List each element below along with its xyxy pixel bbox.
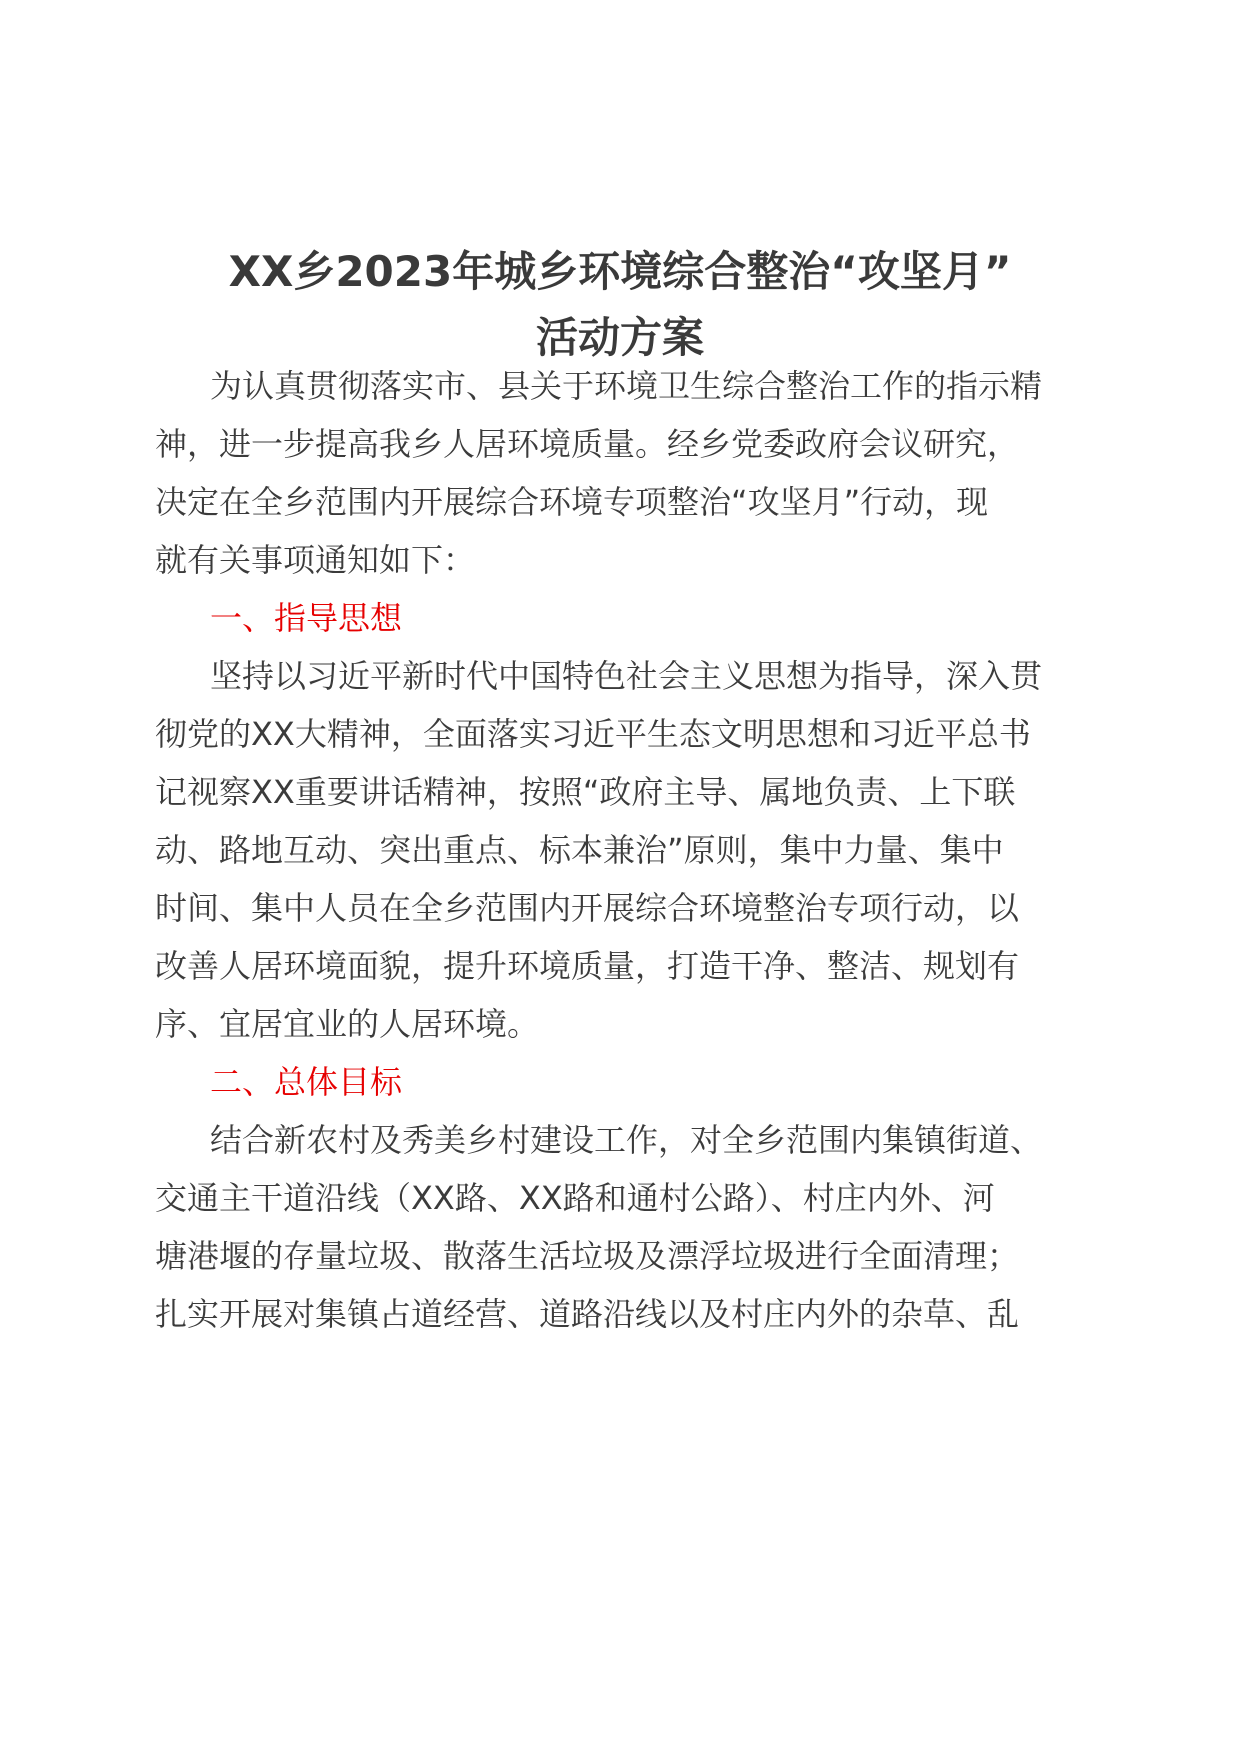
intro-line: 决定在全乡范围内开展综合环境专项整治“攻坚月”行动，现 [155,483,989,521]
paragraph-line: 塘港堰的存量垃圾、散落生活垃圾及漂浮垃圾进行全面清理； [155,1237,1020,1275]
paragraph-line: 交通主干道沿线（XX路、XX路和通村公路）、村庄内外、河 [155,1179,995,1217]
section-heading-overall-goal: 二、总体目标 [210,1063,403,1101]
paragraph-line: 动、路地互动、突出重点、标本兼治”原则，集中力量、集中 [155,831,1004,869]
section-heading-guiding-ideology: 一、指导思想 [210,599,403,637]
intro-line: 神，进一步提高我乡人居环境质量。经乡党委政府会议研究， [155,425,1020,463]
paragraph-line: 彻党的XX大精神，全面落实习近平生态文明思想和习近平总书 [155,715,1031,753]
paragraph-line: 扎实开展对集镇占道经营、道路沿线以及村庄内外的杂草、乱 [155,1295,1020,1333]
document-title-line-1: XX乡2023年城乡环境综合整治“攻坚月” [228,247,1012,296]
paragraph-line: 改善人居环境面貌，提升环境质量，打造干净、整洁、规划有 [155,947,1020,985]
paragraph-line: 记视察XX重要讲话精神，按照“政府主导、属地负责、上下联 [155,773,1016,811]
paragraph-line: 结合新农村及秀美乡村建设工作，对全乡范围内集镇街道、 [210,1121,1043,1159]
intro-line: 为认真贯彻落实市、县关于环境卫生综合整治工作的指示精 [210,367,1043,405]
paragraph-line: 坚持以习近平新时代中国特色社会主义思想为指导，深入贯 [210,657,1043,695]
intro-line: 就有关事项通知如下： [155,541,476,579]
document-title-line-2: 活动方案 [535,313,704,362]
paragraph-line: 时间、集中人员在全乡范围内开展综合环境整治专项行动，以 [155,889,1020,927]
paragraph-line: 序、宜居宜业的人居环境。 [155,1005,540,1043]
